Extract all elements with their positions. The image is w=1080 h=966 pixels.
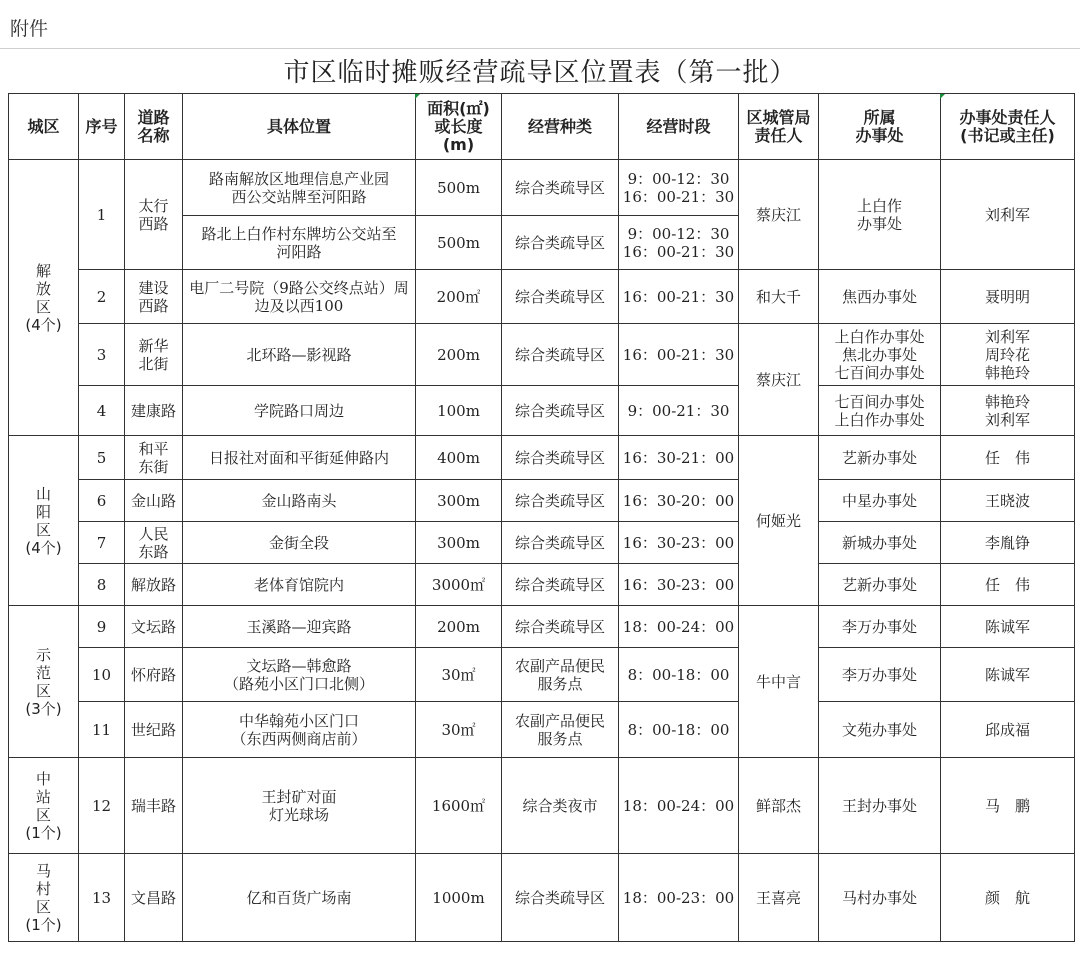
office-person-cell: 颜 航: [941, 854, 1075, 942]
header-manager: 区城管局 责任人: [739, 94, 819, 160]
header-office: 所属 办事处: [819, 94, 941, 160]
road-cell: 新华 北街: [125, 324, 183, 386]
type-cell: 综合类疏导区: [502, 270, 619, 324]
district-cell: 马 村 区 (1个): [9, 854, 79, 942]
hours-cell: 16：30-21：00: [619, 436, 739, 480]
table-row: [9, 480, 1075, 522]
seq-cell: 9: [79, 606, 125, 648]
seq-cell: 3: [79, 324, 125, 386]
office-cell: 马村办事处: [819, 854, 941, 942]
area-cell: 200m: [416, 606, 502, 648]
road-cell: 世纪路: [125, 702, 183, 758]
type-cell: 综合类疏导区: [502, 522, 619, 564]
location-cell: 玉溪路—迎宾路: [183, 606, 416, 648]
hours-cell: 18：00-24：00: [619, 606, 739, 648]
seq-cell: 13: [79, 854, 125, 942]
location-cell: 亿和百货广场南: [183, 854, 416, 942]
header-seq: 序号: [79, 94, 125, 160]
office-cell: 李万办事处: [819, 606, 941, 648]
seq-cell: 11: [79, 702, 125, 758]
office-person-cell: 邱成福: [941, 702, 1075, 758]
road-cell: 人民 东路: [125, 522, 183, 564]
location-cell: 北环路—影视路: [183, 324, 416, 386]
office-cell: 王封办事处: [819, 758, 941, 854]
table-row: [9, 758, 1075, 854]
type-cell: 综合类夜市: [502, 758, 619, 854]
seq-cell: 6: [79, 480, 125, 522]
area-cell: 30㎡: [416, 702, 502, 758]
type-cell: 综合类疏导区: [502, 160, 619, 216]
area-cell: 200㎡: [416, 270, 502, 324]
road-cell: 和平 东街: [125, 436, 183, 480]
area-cell: 30㎡: [416, 648, 502, 702]
office-person-cell: 聂明明: [941, 270, 1075, 324]
area-cell: 1000m: [416, 854, 502, 942]
manager-cell: 蔡庆江: [739, 160, 819, 270]
district-cell: 中 站 区 (1个): [9, 758, 79, 854]
road-cell: 建设 西路: [125, 270, 183, 324]
table-row: [9, 386, 1075, 436]
location-cell: 金街全段: [183, 522, 416, 564]
hours-cell: 9：00-12：30 16：00-21：30: [619, 216, 739, 270]
hours-cell: 8：00-18：00: [619, 648, 739, 702]
location-cell: 电厂二号院（9路公交终点站）周 边及以西100: [183, 270, 416, 324]
page-title: 市区临时摊贩经营疏导区位置表（第一批）: [283, 58, 797, 88]
manager-cell: 蔡庆江: [739, 324, 819, 436]
table-row: [9, 854, 1075, 942]
office-cell: 新城办事处: [819, 522, 941, 564]
table-row: [9, 160, 1075, 216]
table-row: [9, 606, 1075, 648]
type-cell: 综合类疏导区: [502, 606, 619, 648]
hours-cell: 9：00-12：30 16：00-21：30: [619, 160, 739, 216]
district-cell: 示 范 区 (3个): [9, 606, 79, 758]
road-cell: 怀府路: [125, 648, 183, 702]
comment-flag-icon: [940, 94, 945, 99]
district-cell: 山 阳 区 (4个): [9, 436, 79, 606]
seq-cell: 12: [79, 758, 125, 854]
type-cell: 综合类疏导区: [502, 564, 619, 606]
location-cell: 学院路口周边: [183, 386, 416, 436]
type-cell: 综合类疏导区: [502, 386, 619, 436]
location-cell: 中华翰苑小区门口 （东西两侧商店前）: [183, 702, 416, 758]
table-row: [9, 270, 1075, 324]
table-row: [9, 564, 1075, 606]
office-person-cell: 李胤铮: [941, 522, 1075, 564]
office-cell: 艺新办事处: [819, 564, 941, 606]
office-cell: 艺新办事处: [819, 436, 941, 480]
type-cell: 综合类疏导区: [502, 480, 619, 522]
header-district: 城区: [9, 94, 79, 160]
seq-cell: 1: [79, 160, 125, 270]
office-cell: 七百间办事处 上白作办事处: [819, 386, 941, 436]
area-cell: 400m: [416, 436, 502, 480]
type-cell: 农副产品便民 服务点: [502, 648, 619, 702]
manager-cell: 王喜亮: [739, 854, 819, 942]
hours-cell: 16：00-21：30: [619, 324, 739, 386]
area-cell: 100m: [416, 386, 502, 436]
header-office-person: 办事处责任人 (书记或主任): [941, 94, 1075, 160]
seq-cell: 5: [79, 436, 125, 480]
manager-cell: 和大千: [739, 270, 819, 324]
road-cell: 瑞丰路: [125, 758, 183, 854]
hours-cell: 16：30-23：00: [619, 522, 739, 564]
road-cell: 解放路: [125, 564, 183, 606]
office-person-cell: 王晓波: [941, 480, 1075, 522]
manager-cell: 鲜部杰: [739, 758, 819, 854]
location-cell: 金山路南头: [183, 480, 416, 522]
location-cell: 文坛路—韩愈路 （路苑小区门口北侧）: [183, 648, 416, 702]
seq-cell: 2: [79, 270, 125, 324]
road-cell: 文坛路: [125, 606, 183, 648]
header-hours: 经营时段: [619, 94, 739, 160]
office-person-cell: 刘利军: [941, 160, 1075, 270]
manager-cell: 牛中言: [739, 606, 819, 758]
table-row: [9, 324, 1075, 386]
office-person-cell: 刘利军 周玲花 韩艳玲: [941, 324, 1075, 386]
hours-cell: 8：00-18：00: [619, 702, 739, 758]
header-area: 面积(㎡) 或长度 (m): [416, 94, 502, 160]
district-cell: 解 放 区 (4个): [9, 160, 79, 436]
area-cell: 500m: [416, 216, 502, 270]
attachment-label: 附件: [10, 18, 49, 40]
area-cell: 300m: [416, 480, 502, 522]
type-cell: 综合类疏导区: [502, 324, 619, 386]
type-cell: 综合类疏导区: [502, 854, 619, 942]
hours-cell: 16：30-23：00: [619, 564, 739, 606]
header-road: 道路 名称: [125, 94, 183, 160]
header-type: 经营种类: [502, 94, 619, 160]
location-cell: 老体育馆院内: [183, 564, 416, 606]
seq-cell: 10: [79, 648, 125, 702]
type-cell: 综合类疏导区: [502, 216, 619, 270]
hours-cell: 18：00-24：00: [619, 758, 739, 854]
road-cell: 太行 西路: [125, 160, 183, 270]
road-cell: 文昌路: [125, 854, 183, 942]
seq-cell: 8: [79, 564, 125, 606]
seq-cell: 7: [79, 522, 125, 564]
office-person-cell: 马 鹏: [941, 758, 1075, 854]
road-cell: 建康路: [125, 386, 183, 436]
seq-cell: 4: [79, 386, 125, 436]
table-row: [9, 648, 1075, 702]
type-cell: 农副产品便民 服务点: [502, 702, 619, 758]
table-row: [9, 522, 1075, 564]
header-location: 具体位置: [183, 94, 416, 160]
office-cell: 上白作 办事处: [819, 160, 941, 270]
area-cell: 300m: [416, 522, 502, 564]
comment-flag-icon: [415, 94, 420, 99]
hours-cell: 18：00-23：00: [619, 854, 739, 942]
office-cell: 中星办事处: [819, 480, 941, 522]
table-row: [9, 702, 1075, 758]
road-cell: 金山路: [125, 480, 183, 522]
office-cell: 焦西办事处: [819, 270, 941, 324]
office-cell: 文苑办事处: [819, 702, 941, 758]
office-person-cell: 陈诚军: [941, 606, 1075, 648]
location-cell: 日报社对面和平街延伸路内: [183, 436, 416, 480]
header-row: [9, 94, 1075, 160]
area-cell: 1600㎡: [416, 758, 502, 854]
area-cell: 3000㎡: [416, 564, 502, 606]
location-cell: 王封矿对面 灯光球场: [183, 758, 416, 854]
location-table: [8, 93, 1075, 942]
location-cell: 路南解放区地理信息产业园 西公交站牌至河阳路: [183, 160, 416, 216]
office-person-cell: 任 伟: [941, 564, 1075, 606]
area-cell: 200m: [416, 324, 502, 386]
table-row: [9, 436, 1075, 480]
office-person-cell: 韩艳玲 刘利军: [941, 386, 1075, 436]
hours-cell: 16：00-21：30: [619, 270, 739, 324]
manager-cell: 何姬光: [739, 436, 819, 606]
location-cell: 路北上白作村东牌坊公交站至 河阳路: [183, 216, 416, 270]
hours-cell: 9：00-21：30: [619, 386, 739, 436]
hours-cell: 16：30-20：00: [619, 480, 739, 522]
office-cell: 李万办事处: [819, 648, 941, 702]
top-divider: [0, 48, 1080, 49]
type-cell: 综合类疏导区: [502, 436, 619, 480]
office-person-cell: 任 伟: [941, 436, 1075, 480]
office-person-cell: 陈诚军: [941, 648, 1075, 702]
area-cell: 500m: [416, 160, 502, 216]
office-cell: 上白作办事处 焦北办事处 七百间办事处: [819, 324, 941, 386]
